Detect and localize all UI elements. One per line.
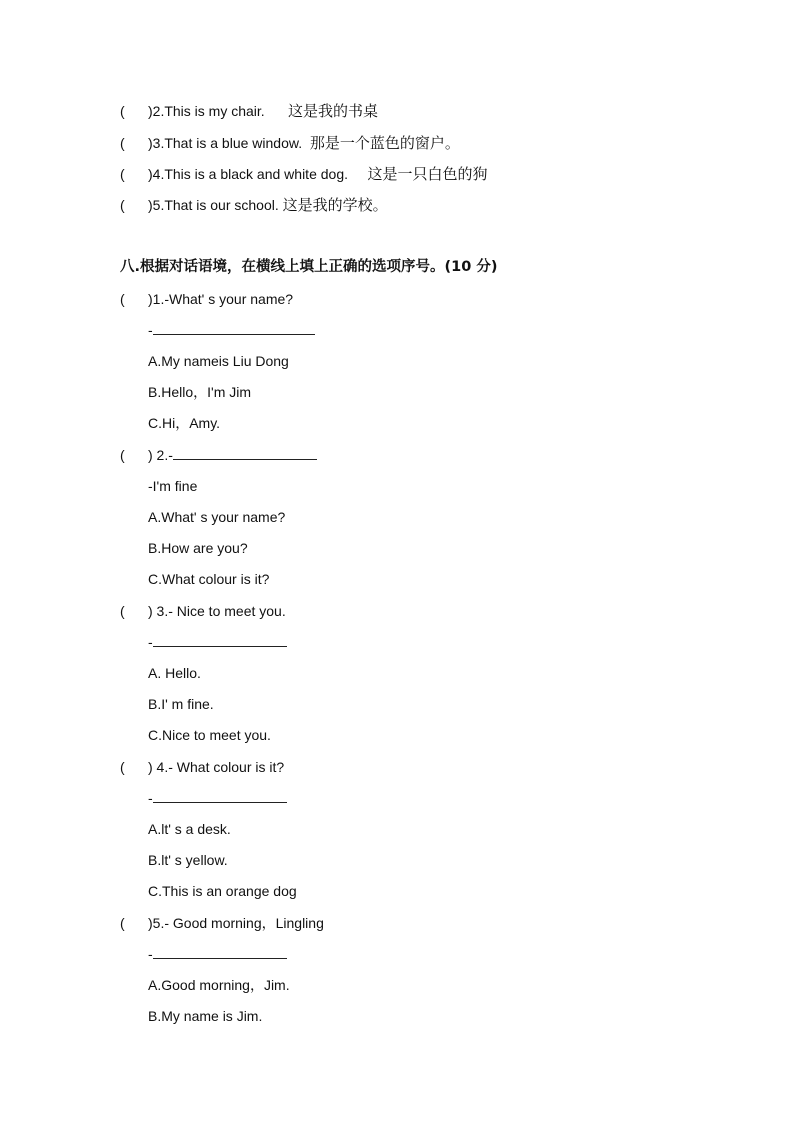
option: A.My nameis Liu Dong — [148, 353, 289, 369]
option: B.How are you? — [148, 540, 248, 556]
question-text: ) 2.- — [148, 447, 173, 463]
answer-paren: ( — [120, 603, 125, 619]
answer-paren: ( — [120, 447, 125, 463]
option: A.lt' s a desk. — [148, 821, 231, 837]
question-prompt — [120, 601, 286, 621]
question-prompt — [120, 757, 284, 777]
answer-blank[interactable] — [153, 320, 315, 335]
answer-blank[interactable] — [153, 632, 287, 647]
item-chinese: 这是我的学校。 — [282, 196, 388, 214]
option: C.Hi，Amy. — [148, 415, 221, 431]
item-english: )5.That is our school. — [148, 197, 279, 213]
option: A. Hello. — [148, 665, 201, 681]
section-title: 八.根据对话语境，在横线上填上正确的选项序号。(10 分) — [120, 259, 498, 275]
answer-blank[interactable] — [173, 445, 317, 460]
option: C.What colour is it? — [148, 571, 270, 587]
item-row — [120, 164, 487, 184]
item-gap — [302, 135, 310, 151]
item-row — [120, 133, 460, 153]
item-chinese: 这是我的书桌 — [288, 102, 379, 120]
item-english: )3.That is a blue window. — [148, 135, 303, 151]
question-prompt — [120, 913, 324, 933]
option: C.This is an orange dog — [148, 883, 297, 899]
option: C.Nice to meet you. — [148, 727, 271, 743]
answer-paren: ( — [120, 291, 125, 307]
answer-dash: - — [148, 322, 153, 338]
answer-paren: ( — [120, 197, 125, 213]
answer-dash: - — [148, 790, 153, 806]
question-prompt — [120, 445, 317, 465]
answer-paren: ( — [120, 915, 125, 931]
question-text: ) 4.- What colour is it? — [148, 759, 285, 775]
option: A.Good morning，Jim. — [148, 977, 290, 993]
question-prompt — [120, 289, 293, 309]
answer-paren: ( — [120, 166, 125, 182]
item-row — [120, 101, 378, 121]
item-gap — [265, 103, 288, 119]
answer-line — [148, 944, 287, 964]
answer-paren: ( — [120, 103, 125, 119]
question-text: )5.- Good morning，Lingling — [148, 915, 324, 931]
answer-line — [148, 632, 287, 652]
answer-dash: - — [148, 946, 153, 962]
question-text: )1.-What' s your name? — [148, 291, 294, 307]
answer-line — [148, 320, 315, 340]
answer-blank[interactable] — [153, 944, 287, 959]
answer-text: -I'm fine — [148, 478, 198, 494]
item-english: )4.This is a black and white dog. — [148, 166, 348, 182]
item-row — [120, 195, 388, 215]
answer-line — [148, 788, 287, 808]
answer-blank[interactable] — [153, 788, 287, 803]
option: B.I' m fine. — [148, 696, 214, 712]
option: B.My name is Jim. — [148, 1008, 263, 1024]
answer-dash: - — [148, 634, 153, 650]
option: B.lt' s yellow. — [148, 852, 228, 868]
question-text: ) 3.- Nice to meet you. — [148, 603, 286, 619]
item-chinese: 那是一个蓝色的窗户。 — [309, 134, 460, 152]
answer-paren: ( — [120, 135, 125, 151]
answer-paren: ( — [120, 759, 125, 775]
item-gap — [348, 166, 367, 182]
option: A.What' s your name? — [148, 509, 286, 525]
option: B.Hello，I'm Jim — [148, 384, 252, 400]
item-chinese: 这是一只白色的狗 — [367, 165, 488, 183]
item-english: )2.This is my chair. — [148, 103, 265, 119]
